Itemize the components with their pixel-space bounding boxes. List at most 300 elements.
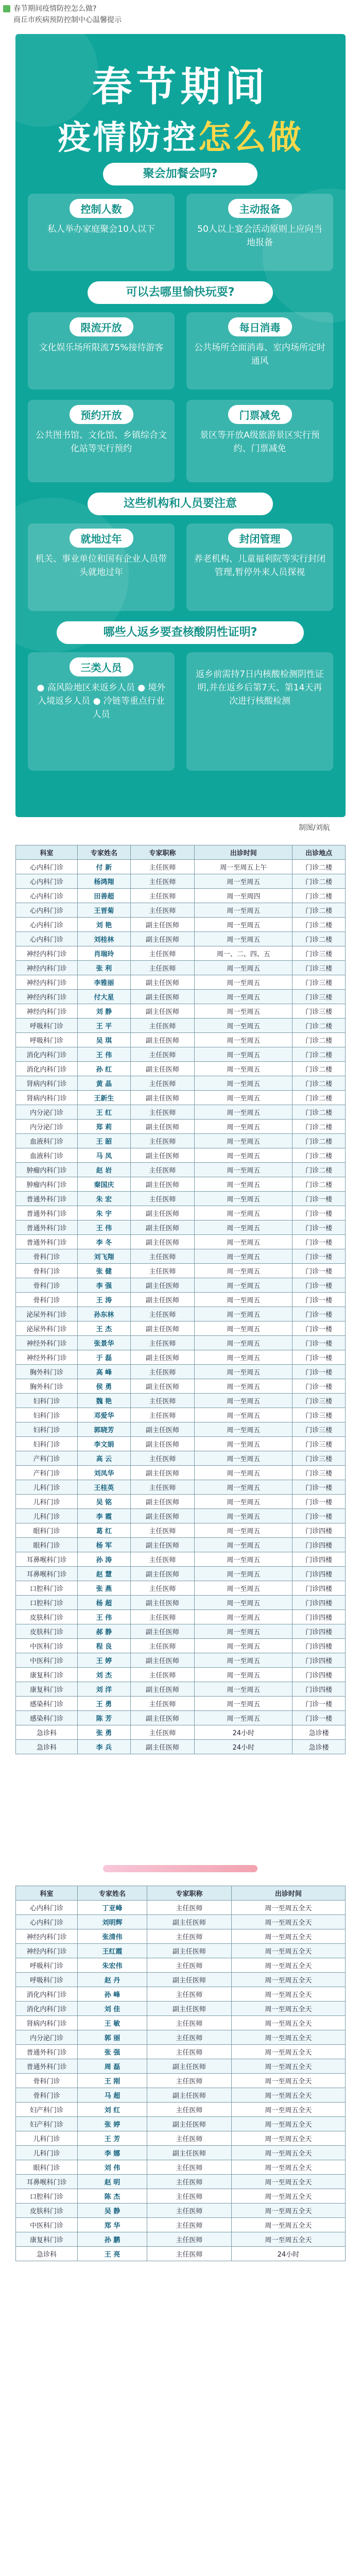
table-cell: 孙 红 — [78, 1062, 131, 1076]
table-cell: 副主任医师 — [130, 1538, 195, 1552]
table-cell: 王 刚 — [78, 2074, 147, 2088]
table-cell: 李文娟 — [78, 1437, 131, 1451]
table-cell: 周一至周五 — [195, 1552, 293, 1567]
table-cell: 刘 伟 — [78, 2160, 147, 2175]
table-cell: 主任医师 — [130, 1076, 195, 1091]
table-cell: 郑 华 — [78, 2218, 147, 2232]
table-cell: 张 利 — [78, 961, 131, 975]
table-cell: 王 伟 — [78, 1047, 131, 1062]
table-cell: 周一至周五 — [195, 1365, 293, 1379]
table-cell: 急诊科 — [16, 2247, 78, 2261]
table-row — [16, 1365, 346, 1379]
table-cell: 陈 芳 — [78, 1711, 131, 1725]
table-cell: 副主任医师 — [147, 1915, 231, 1929]
table-cell: 周一至周五 — [195, 1610, 293, 1624]
table-cell: 主任医师 — [147, 2030, 231, 2045]
table-cell: 普通外科门诊 — [16, 1221, 78, 1235]
table-cell: 主任医师 — [130, 946, 195, 961]
table-cell: 周一至周五 — [195, 961, 293, 975]
table-header-cell: 专家职称 — [147, 1886, 231, 1901]
table-cell: 副主任医师 — [130, 1422, 195, 1437]
table-cell: 内分泌门诊 — [16, 2030, 78, 2045]
table-cell: 普通外科门诊 — [16, 1235, 78, 1249]
table-cell: 门诊一楼 — [293, 1264, 346, 1278]
table-cell: 主任医师 — [147, 2074, 231, 2088]
table-cell: 主任医师 — [147, 2045, 231, 2059]
table-row — [16, 1987, 346, 2002]
table-cell: 周一至周五 — [195, 1264, 293, 1278]
table-cell: 副主任医师 — [130, 1653, 195, 1668]
table-cell: 周一、二、四、五 — [195, 946, 293, 961]
table-cell: 呼吸科门诊 — [16, 1973, 78, 1987]
table-cell: 副主任医师 — [147, 2117, 231, 2131]
table-header-cell: 出诊地点 — [293, 845, 346, 860]
table-cell: 周一至周五 — [195, 1249, 293, 1264]
table-cell: 周一至周五 — [195, 975, 293, 990]
table-cell: 周一至周五 — [195, 932, 293, 946]
table-cell: 呼吸科门诊 — [16, 1958, 78, 1973]
image-credit: 制图/刘航 — [299, 824, 330, 832]
card-stay-local — [28, 523, 175, 611]
table-cell: 周一至周五 — [195, 1538, 293, 1552]
card-body: 养老机构、儿童福利院等实行封闭管理,暂停外来人员探视 — [194, 554, 325, 578]
card-test-requirement — [186, 652, 333, 771]
table-cell: 主任医师 — [130, 1697, 195, 1711]
table-row — [16, 1206, 346, 1221]
card-body: 文化娱乐场所限流75%接待游客 — [39, 343, 164, 353]
table-row — [16, 2074, 346, 2088]
table-cell: 张清伟 — [78, 1929, 147, 1944]
table-cell: 李 强 — [78, 1278, 131, 1293]
table-cell: 门诊三楼 — [293, 1408, 346, 1422]
table-cell: 周一至周五全天 — [231, 2204, 345, 2218]
table-cell: 内分泌门诊 — [16, 1120, 78, 1134]
card-head: 预约开放 — [70, 405, 133, 424]
table-cell: 周一至周五上午 — [195, 860, 293, 874]
table-cell: 周一至周五 — [195, 1437, 293, 1451]
poster-title-2-prefix: 疫情防控 — [58, 118, 198, 157]
table-cell: 口腔科门诊 — [16, 1581, 78, 1596]
table-row — [16, 1249, 346, 1264]
table-row — [16, 860, 346, 874]
table-row — [16, 918, 346, 932]
table-row — [16, 1466, 346, 1480]
table-cell: 主任医师 — [130, 1047, 195, 1062]
table-cell: 周一至周五 — [195, 1394, 293, 1408]
table-row — [16, 2175, 346, 2189]
table-cell: 普通外科门诊 — [16, 1206, 78, 1221]
table-cell: 侯 勇 — [78, 1379, 131, 1394]
table-row — [16, 1682, 346, 1697]
table-cell: 副主任医师 — [147, 2088, 231, 2103]
card-head: 控制人数 — [70, 199, 133, 218]
table-cell: 周一至周五 — [195, 1379, 293, 1394]
table-cell: 主任医师 — [147, 2103, 231, 2117]
table-cell: 周一至周五 — [195, 1235, 293, 1249]
table-cell: 周一至周五 — [195, 1466, 293, 1480]
table-cell: 副主任医师 — [130, 1206, 195, 1221]
table-cell: 呼吸科门诊 — [16, 1033, 78, 1047]
table-cell: 耳鼻喉科门诊 — [16, 2175, 78, 2189]
table-cell: 门诊二楼 — [293, 874, 346, 889]
table-cell: 周一至周五 — [195, 1653, 293, 1668]
table-cell: 门诊四楼 — [293, 1639, 346, 1653]
table-cell: 门诊四楼 — [293, 1581, 346, 1596]
table-cell: 门诊四楼 — [293, 1538, 346, 1552]
table-cell: 刘 杰 — [78, 1668, 131, 1682]
table-cell: 神经外科门诊 — [16, 1336, 78, 1350]
table-cell: 产科门诊 — [16, 1451, 78, 1466]
card-ticket-discount — [186, 400, 333, 482]
card-reservation — [28, 400, 175, 482]
table-cell: 肖瑞玲 — [78, 946, 131, 961]
table-cell: 副主任医师 — [130, 1177, 195, 1192]
table-cell: 急诊楼 — [293, 1740, 346, 1754]
table-row — [16, 2146, 346, 2160]
table-cell: 门诊二楼 — [293, 903, 346, 918]
table-cell: 主任医师 — [130, 1336, 195, 1350]
table-cell: 呼吸科门诊 — [16, 1019, 78, 1033]
table-cell: 王晋菊 — [78, 903, 131, 918]
table-row — [16, 1740, 346, 1754]
table-cell: 周一至周五全天 — [231, 2117, 345, 2131]
table-cell: 周一至周五 — [195, 1624, 293, 1639]
table-cell: 周一至周五 — [195, 1293, 293, 1307]
table-cell: 副主任医师 — [130, 1350, 195, 1365]
table-cell: 主任医师 — [130, 1408, 195, 1422]
table-cell: 肾病内科门诊 — [16, 1091, 78, 1105]
table-cell: 副主任医师 — [130, 932, 195, 946]
table-cell: 主任医师 — [130, 961, 195, 975]
table-cell: 李 兵 — [78, 1740, 131, 1754]
table-cell: 妇科门诊 — [16, 1408, 78, 1422]
table-cell: 周一至周五全天 — [231, 2074, 345, 2088]
table-cell: 门诊一楼 — [293, 1711, 346, 1725]
table-cell: 口腔科门诊 — [16, 2189, 78, 2204]
table-cell: 郭晓芳 — [78, 1422, 131, 1437]
table-cell: 中医科门诊 — [16, 1653, 78, 1668]
table-cell: 副主任医师 — [147, 1973, 231, 1987]
table-cell: 副主任医师 — [130, 1379, 195, 1394]
table-cell: 副主任医师 — [130, 1624, 195, 1639]
table-cell: 主任医师 — [147, 2232, 231, 2247]
table-cell: 葛 红 — [78, 1523, 131, 1538]
table-cell: 主任医师 — [130, 1451, 195, 1466]
table-row — [16, 1192, 346, 1206]
table-row — [16, 1958, 346, 1973]
table-cell: 周一至周五 — [195, 1523, 293, 1538]
table-cell: 周一至周五 — [195, 874, 293, 889]
table-cell: 赵 岩 — [78, 1163, 131, 1177]
table-cell: 骨科门诊 — [16, 1249, 78, 1264]
table-cell: 高 峰 — [78, 1365, 131, 1379]
table-cell: 主任医师 — [130, 1134, 195, 1148]
table-cell: 主任医师 — [130, 1105, 195, 1120]
table-row — [16, 990, 346, 1004]
table-cell: 门诊三楼 — [293, 1422, 346, 1437]
table-cell: 王 敏 — [78, 2016, 147, 2030]
table-cell: 门诊一楼 — [293, 1509, 346, 1523]
table-cell: 朱 宇 — [78, 1206, 131, 1221]
question-pill-3: 这些机构和人员要注意 — [88, 493, 273, 515]
table-cell: 门诊一楼 — [293, 1307, 346, 1321]
table-cell: 周一至周五 — [195, 1120, 293, 1134]
epidemic-poster — [15, 34, 346, 817]
table-cell: 心内科门诊 — [16, 932, 78, 946]
table-row — [16, 1076, 346, 1091]
table-cell: 赵 慧 — [78, 1567, 131, 1581]
table-row — [16, 1973, 346, 1987]
table-cell: 门诊一楼 — [293, 1321, 346, 1336]
table-cell: 儿科门诊 — [16, 1480, 78, 1495]
table-cell: 主任医师 — [130, 1639, 195, 1653]
table-row — [16, 1567, 346, 1581]
table-cell: 副主任医师 — [130, 1091, 195, 1105]
table-row — [16, 2131, 346, 2146]
table-cell: 于 磊 — [78, 1350, 131, 1365]
table-row — [16, 1148, 346, 1163]
table-cell: 周一至周五全天 — [231, 2002, 345, 2016]
card-closed-management — [186, 523, 333, 611]
table-cell: 门诊一楼 — [293, 1221, 346, 1235]
table-cell: 主任医师 — [130, 1365, 195, 1379]
table-cell: 副主任医师 — [130, 1740, 195, 1754]
table-cell: 门诊三楼 — [293, 990, 346, 1004]
card-limit-open — [28, 312, 175, 389]
table-cell: 主任医师 — [147, 2247, 231, 2261]
table-cell: 王 伟 — [78, 1221, 131, 1235]
table-cell: 骨科门诊 — [16, 1293, 78, 1307]
table-cell: 主任医师 — [147, 2131, 231, 2146]
table-cell: 周一至周五 — [195, 1567, 293, 1581]
table-cell: 王 婷 — [78, 1653, 131, 1668]
table-cell: 皮肤科门诊 — [16, 2204, 78, 2218]
card-body: 返乡前需持7日内核酸检测阴性证明,并在返乡后第7天、第14天再次进行核酸检测 — [196, 669, 324, 706]
table-cell: 周一至周五全天 — [231, 2218, 345, 2232]
table-cell: 骨科门诊 — [16, 2088, 78, 2103]
table-cell: 皮肤科门诊 — [16, 1624, 78, 1639]
table-row — [16, 2189, 346, 2204]
poster-title-2 — [15, 111, 346, 159]
table-cell: 赵 丹 — [78, 1973, 147, 1987]
table-cell: 张景华 — [78, 1336, 131, 1350]
table-cell: 门诊二楼 — [293, 1134, 346, 1148]
table-cell: 产科门诊 — [16, 1466, 78, 1480]
table-cell: 24小时 — [195, 1740, 293, 1754]
table-cell: 门诊四楼 — [293, 1682, 346, 1697]
table-cell: 中医科门诊 — [16, 1639, 78, 1653]
table-cell: 心内科门诊 — [16, 918, 78, 932]
table-cell: 门诊一楼 — [293, 1206, 346, 1221]
table-cell: 门诊二楼 — [293, 1019, 346, 1033]
table-cell: 刘 洋 — [78, 1682, 131, 1697]
table-cell: 周一至周五 — [195, 1105, 293, 1120]
table-cell: 门诊三楼 — [293, 1466, 346, 1480]
table-cell: 骨科门诊 — [16, 2074, 78, 2088]
table-cell: 周一至周五 — [195, 1422, 293, 1437]
card-head: 主动报备 — [228, 199, 292, 218]
table-row — [16, 1509, 346, 1523]
table-header-cell: 专家姓名 — [78, 1886, 147, 1901]
table-cell: 副主任医师 — [130, 990, 195, 1004]
table-row — [16, 1944, 346, 1958]
table-cell: 门诊三楼 — [293, 961, 346, 975]
card-three-groups — [28, 652, 175, 771]
table-cell: 普通外科门诊 — [16, 2045, 78, 2059]
table-cell: 门诊二楼 — [293, 1120, 346, 1134]
table-cell: 副主任医师 — [130, 1062, 195, 1076]
table-cell: 周一至周五 — [195, 1206, 293, 1221]
table-cell: 副主任医师 — [130, 1509, 195, 1523]
table-cell: 副主任医师 — [130, 1321, 195, 1336]
table-cell: 康复科门诊 — [16, 1682, 78, 1697]
table-row — [16, 1437, 346, 1451]
table-cell: 门诊一楼 — [293, 1249, 346, 1264]
table-cell: 门诊二楼 — [293, 860, 346, 874]
table-cell: 门诊四楼 — [293, 1668, 346, 1682]
table-cell: 吴 琪 — [78, 1033, 131, 1047]
table-header-cell: 科室 — [16, 1886, 78, 1901]
table-cell: 主任医师 — [147, 1958, 231, 1973]
table-cell: 孙东林 — [78, 1307, 131, 1321]
table-cell: 妇科门诊 — [16, 1422, 78, 1437]
table-cell: 刘凤华 — [78, 1466, 131, 1480]
header-line-1: 春节期间疫情防控怎么做? — [13, 5, 97, 13]
table-cell: 周一至周五 — [195, 1639, 293, 1653]
table-cell: 周一至周五全天 — [231, 1973, 345, 1987]
table-cell: 儿科门诊 — [16, 1509, 78, 1523]
table-cell: 周一至周五 — [195, 1062, 293, 1076]
card-head: 就地过年 — [70, 529, 133, 548]
table-cell: 周一至周五 — [195, 990, 293, 1004]
table-row — [16, 2002, 346, 2016]
table-cell: 急诊科 — [16, 1725, 78, 1740]
table-cell: 泌尿外科门诊 — [16, 1321, 78, 1336]
header-line-2: 商丘市疾病预防控制中心温馨提示 — [13, 16, 122, 24]
table-cell: 王 韶 — [78, 1134, 131, 1148]
table-cell: 妇产科门诊 — [16, 2117, 78, 2131]
table-cell: 副主任医师 — [130, 975, 195, 990]
table-cell: 副主任医师 — [130, 1682, 195, 1697]
table-row — [16, 1915, 346, 1929]
table-cell: 主任医师 — [130, 1163, 195, 1177]
table-cell: 门诊二楼 — [293, 1076, 346, 1091]
table-cell: 内分泌门诊 — [16, 1105, 78, 1120]
table-cell: 门诊一楼 — [293, 1697, 346, 1711]
table-cell: 周一至周五 — [195, 1148, 293, 1163]
schedule-table-1 — [15, 845, 346, 1754]
table-row — [16, 1901, 346, 1915]
table-cell: 门诊三楼 — [293, 975, 346, 990]
table-cell: 周一至周五 — [195, 1668, 293, 1682]
table-cell: 主任医师 — [147, 1901, 231, 1915]
table-header-cell: 科室 — [16, 845, 78, 860]
table-row — [16, 874, 346, 889]
table-cell: 主任医师 — [130, 860, 195, 874]
table-cell: 妇产科门诊 — [16, 2103, 78, 2117]
table-cell: 陈 杰 — [78, 2189, 147, 2204]
card-body: 公共场所全面消毒、室内场所定时通风 — [194, 343, 325, 366]
table-cell: 副主任医师 — [130, 1033, 195, 1047]
card-head: 每日消毒 — [228, 317, 292, 336]
table-row — [16, 2117, 346, 2131]
card-body: ● 高风险地区来返乡人员 ● 境外入境返乡人员 ● 冷链等重点行业人员 — [37, 683, 166, 720]
table-cell: 主任医师 — [130, 903, 195, 918]
table-cell: 孙 峰 — [78, 1987, 147, 2002]
table-cell: 周一至周五全天 — [231, 2088, 345, 2103]
table-cell: 主任医师 — [130, 1480, 195, 1495]
table-row — [16, 889, 346, 903]
table-cell: 副主任医师 — [130, 1596, 195, 1610]
table-cell: 周一至周五 — [195, 1408, 293, 1422]
table-cell: 周一至周五 — [195, 1192, 293, 1206]
table-cell: 门诊三楼 — [293, 1437, 346, 1451]
table-cell: 周一至周五全天 — [231, 2045, 345, 2059]
table-cell: 周一至周五全天 — [231, 2131, 345, 2146]
table-row — [16, 946, 346, 961]
card-head: 限流开放 — [70, 317, 133, 336]
table-cell: 李 娜 — [78, 2146, 147, 2160]
table-cell: 神经内科门诊 — [16, 975, 78, 990]
table-cell: 周一至周五 — [195, 1076, 293, 1091]
table-cell: 眼科门诊 — [16, 2160, 78, 2175]
table-cell: 周一至周五 — [195, 1091, 293, 1105]
table-cell: 周一至周五 — [195, 1307, 293, 1321]
table-cell: 杨 超 — [78, 1596, 131, 1610]
table-cell: 马 凤 — [78, 1148, 131, 1163]
table-cell: 眼科门诊 — [16, 1538, 78, 1552]
table-cell: 王 平 — [78, 1019, 131, 1033]
table-row — [16, 1422, 346, 1437]
table-cell: 耳鼻喉科门诊 — [16, 1567, 78, 1581]
table-cell: 神经外科门诊 — [16, 1350, 78, 1365]
table-cell: 心内科门诊 — [16, 860, 78, 874]
table-row — [16, 1278, 346, 1293]
table-cell: 魏 艳 — [78, 1394, 131, 1408]
table-row — [16, 1221, 346, 1235]
table-row — [16, 1495, 346, 1509]
table-cell: 周一至周五全天 — [231, 2175, 345, 2189]
poster-title-2-accent: 怎么做 — [198, 118, 303, 157]
table-cell: 门诊四楼 — [293, 1596, 346, 1610]
table-cell: 周一至周五 — [195, 1278, 293, 1293]
table-cell: 周一至周五全天 — [231, 2189, 345, 2204]
table-cell: 高 云 — [78, 1451, 131, 1466]
table-cell: 张 婷 — [78, 2117, 147, 2131]
table-cell: 周一至周五全天 — [231, 1958, 345, 1973]
table-cell: 主任医师 — [130, 1249, 195, 1264]
table-cell: 刘 佳 — [78, 2002, 147, 2016]
table-cell: 周一至周五 — [195, 1177, 293, 1192]
table-cell: 副主任医师 — [147, 1944, 231, 1958]
table-row — [16, 1091, 346, 1105]
table-cell: 王桂英 — [78, 1480, 131, 1495]
table-cell: 副主任医师 — [130, 1437, 195, 1451]
table-row — [16, 1264, 346, 1278]
table-cell: 门诊四楼 — [293, 1552, 346, 1567]
table-cell: 周一至周五 — [195, 1047, 293, 1062]
table-cell: 王 杰 — [78, 1321, 131, 1336]
table-header-cell: 出诊时间 — [231, 1886, 345, 1901]
table-cell: 刘 静 — [78, 1004, 131, 1019]
table-cell: 门诊二楼 — [293, 932, 346, 946]
table-cell: 主任医师 — [130, 874, 195, 889]
table-cell: 周一至周五 — [195, 1134, 293, 1148]
table-cell: 主任医师 — [147, 1929, 231, 1944]
table-cell: 耳鼻喉科门诊 — [16, 1552, 78, 1567]
table-cell: 副主任医师 — [130, 1293, 195, 1307]
table-cell: 门诊一楼 — [293, 1235, 346, 1249]
